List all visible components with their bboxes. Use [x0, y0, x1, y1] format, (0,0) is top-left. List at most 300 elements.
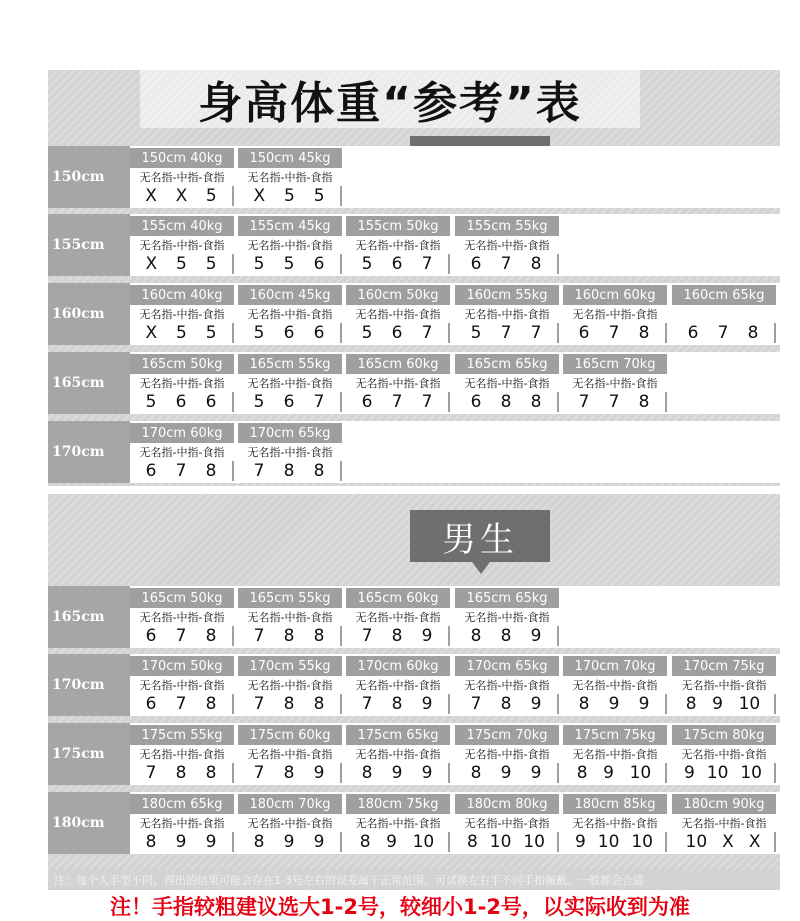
cell-finger-order: 无名指-中指-食指: [139, 817, 225, 830]
ring-size-value: 5: [361, 323, 373, 343]
cell-height-weight: 165cm 55kg: [238, 354, 342, 374]
cell-ring-sizes: [672, 763, 776, 783]
size-cell: [672, 656, 776, 714]
ring-size-value: 10: [523, 832, 545, 852]
cell-ring-sizes: [238, 254, 342, 274]
table-row: [48, 586, 780, 648]
cell-finger-order: 无名指-中指-食指: [247, 446, 333, 459]
ring-size-value: 10: [631, 832, 653, 852]
ring-size-value: 6: [283, 392, 295, 412]
cell-ring-sizes: [563, 323, 667, 343]
ring-size-value: X: [145, 323, 158, 343]
cell-ring-sizes: [130, 763, 234, 783]
ring-size-value: 6: [687, 323, 699, 343]
ring-size-value: 7: [175, 461, 187, 481]
cell-ring-sizes: [563, 763, 667, 783]
ring-size-value: 9: [421, 763, 433, 783]
size-cell: [563, 354, 667, 412]
cell-finger-order: 无名指-中指-食指: [464, 239, 550, 252]
size-cell: [130, 656, 234, 714]
disclaimer-note: 注：每个人手型不同，得出的结果可能会存在1-3号左右的误差属于正常范围，可试换左右手不同手指佩戴。一般都会合适: [48, 870, 780, 890]
cell-height-weight: 150cm 45kg: [238, 148, 342, 168]
cell-finger-order: 无名指-中指-食指: [464, 377, 550, 390]
cell-height-weight: 160cm 65kg: [672, 285, 776, 305]
ring-size-value: 8: [283, 694, 295, 714]
size-cell: [238, 588, 342, 646]
cell-finger-order: 无名指-中指-食指: [572, 679, 658, 692]
ring-size-value: 8: [205, 461, 217, 481]
ring-size-value: 5: [205, 323, 217, 343]
cell-ring-sizes: [130, 323, 234, 343]
ring-size-value: 9: [712, 694, 723, 714]
cell-ring-sizes: [455, 323, 559, 343]
ring-size-value: 8: [359, 832, 371, 852]
ring-size-value: 8: [638, 323, 650, 343]
ring-size-value: 7: [470, 694, 482, 714]
cell-finger-order: 无名指-中指-食指: [355, 377, 441, 390]
ring-size-value: 7: [421, 392, 433, 412]
cell-height-weight: 155cm 40kg: [130, 216, 234, 236]
table-row: [48, 214, 780, 276]
ring-size-value: 8: [145, 832, 157, 852]
cell-height-weight: 165cm 60kg: [346, 354, 450, 374]
row-height-label: 175cm: [48, 723, 130, 785]
cell-height-weight: 165cm 55kg: [238, 588, 342, 608]
ring-size-value: 6: [391, 254, 403, 274]
size-cell: [455, 354, 559, 412]
cell-ring-sizes: [563, 832, 667, 852]
cell-finger-order: 无名指-中指-食指: [247, 308, 333, 321]
table-row: [48, 283, 780, 345]
size-cell: [455, 656, 559, 714]
row-height-label: 150cm: [48, 146, 130, 208]
cell-finger-order: 无名指-中指-食指: [464, 817, 550, 830]
table-row: [48, 421, 780, 483]
ring-size-value: 7: [391, 392, 403, 412]
ring-size-value: 5: [253, 323, 265, 343]
row-height-label: 165cm: [48, 586, 130, 648]
cell-height-weight: 160cm 50kg: [346, 285, 450, 305]
ring-size-value: 10: [740, 763, 762, 783]
ring-size-value: 9: [391, 763, 403, 783]
ring-size-value: X: [722, 832, 734, 852]
cell-finger-order: 无名指-中指-食指: [681, 679, 767, 692]
ring-size-value: 8: [500, 694, 512, 714]
ring-size-value: 9: [530, 626, 542, 646]
cell-ring-sizes: [238, 186, 342, 206]
size-cell: [455, 285, 559, 343]
ring-size-value: 7: [608, 323, 620, 343]
ring-size-value: 6: [205, 392, 217, 412]
ring-size-value: 7: [361, 626, 373, 646]
ring-size-value: 7: [175, 694, 187, 714]
size-cell: [672, 794, 776, 852]
cell-height-weight: 155cm 55kg: [455, 216, 559, 236]
cell-finger-order: 无名指-中指-食指: [139, 446, 225, 459]
ring-size-value: 7: [421, 323, 433, 343]
size-cell: [346, 216, 450, 274]
cell-ring-sizes: [455, 694, 559, 714]
cell-height-weight: 170cm 60kg: [130, 423, 234, 443]
cell-ring-sizes: [455, 763, 559, 783]
ring-size-value: 9: [530, 763, 542, 783]
ring-size-value: 5: [283, 254, 295, 274]
cell-finger-order: 无名指-中指-食指: [247, 611, 333, 624]
cell-finger-order: 无名指-中指-食指: [572, 748, 658, 761]
cell-height-weight: 160cm 60kg: [563, 285, 667, 305]
size-cell: [455, 216, 559, 274]
ring-size-value: 7: [421, 254, 433, 274]
ring-size-value: 8: [470, 626, 482, 646]
cell-height-weight: 165cm 50kg: [130, 588, 234, 608]
ring-size-value: 8: [391, 694, 403, 714]
cell-finger-order: 无名指-中指-食指: [139, 748, 225, 761]
cell-ring-sizes: [238, 323, 342, 343]
cell-ring-sizes: [563, 694, 667, 714]
ring-size-value: 9: [313, 763, 325, 783]
cell-finger-order: 无名指-中指-食指: [247, 679, 333, 692]
section-label-male: 男生: [410, 510, 550, 562]
size-cell: [346, 794, 450, 852]
cell-ring-sizes: [130, 392, 234, 412]
cell-height-weight: 155cm 50kg: [346, 216, 450, 236]
cell-ring-sizes: [346, 323, 450, 343]
ring-size-value: 8: [747, 323, 759, 343]
size-cell: [238, 216, 342, 274]
cell-finger-order: 无名指-中指-食指: [247, 239, 333, 252]
size-cell: [238, 423, 342, 481]
cell-ring-sizes: [130, 254, 234, 274]
cell-ring-sizes: [130, 832, 234, 852]
cell-height-weight: 155cm 45kg: [238, 216, 342, 236]
ring-size-value: 5: [253, 254, 265, 274]
cell-ring-sizes: [346, 832, 450, 852]
cell-ring-sizes: [238, 392, 342, 412]
cell-finger-order: 无名指-中指-食指: [572, 308, 658, 321]
cell-finger-order: 无名指-中指-食指: [355, 817, 441, 830]
ring-size-value: 9: [421, 694, 433, 714]
cell-height-weight: 165cm 65kg: [455, 354, 559, 374]
cell-ring-sizes: [238, 832, 342, 852]
ring-size-value: 6: [283, 323, 295, 343]
size-cell: [672, 285, 776, 343]
cell-ring-sizes: [130, 186, 234, 206]
table-row: [48, 352, 780, 414]
cell-height-weight: 165cm 60kg: [346, 588, 450, 608]
ring-size-value: 6: [470, 392, 482, 412]
page-title: 身高体重“参考”表: [140, 70, 640, 128]
ring-size-value: 8: [466, 832, 478, 852]
cell-height-weight: 170cm 65kg: [455, 656, 559, 676]
ring-size-value: 9: [175, 832, 187, 852]
table-row: [48, 146, 780, 208]
cell-height-weight: 160cm 55kg: [455, 285, 559, 305]
ring-size-value: 7: [578, 392, 590, 412]
ring-size-value: 7: [608, 392, 620, 412]
ring-size-value: 6: [145, 461, 157, 481]
ring-size-value: 8: [500, 626, 512, 646]
row-height-label: 155cm: [48, 214, 130, 276]
cell-finger-order: 无名指-中指-食指: [139, 377, 225, 390]
size-cell: [563, 794, 667, 852]
ring-size-value: 5: [205, 186, 217, 206]
ring-size-value: 7: [500, 323, 512, 343]
ring-size-value: 9: [683, 763, 695, 783]
size-cell: [130, 216, 234, 274]
cell-height-weight: 150cm 40kg: [130, 148, 234, 168]
row-height-label: 170cm: [48, 421, 130, 483]
ring-size-value: 10: [706, 763, 729, 783]
cell-finger-order: 无名指-中指-食指: [464, 679, 550, 692]
size-cell: [130, 423, 234, 481]
size-cell: [563, 725, 667, 783]
cell-ring-sizes: [346, 694, 450, 714]
cell-ring-sizes: [238, 461, 342, 481]
ring-size-value: 7: [253, 626, 265, 646]
ring-size-value: 10: [738, 694, 761, 714]
ring-size-value: 5: [470, 323, 482, 343]
cell-ring-sizes: [455, 626, 559, 646]
ring-size-value: X: [145, 186, 157, 206]
ring-size-value: 5: [145, 392, 157, 412]
cell-finger-order: 无名指-中指-食指: [464, 611, 550, 624]
size-cell: [238, 725, 342, 783]
ring-size-value: 10: [489, 832, 512, 852]
cell-height-weight: 180cm 80kg: [455, 794, 559, 814]
cell-height-weight: 160cm 45kg: [238, 285, 342, 305]
cell-finger-order: 无名指-中指-食指: [572, 377, 658, 390]
ring-size-value: 8: [205, 694, 217, 714]
ring-size-value: 5: [175, 254, 187, 274]
ring-size-value: 8: [500, 392, 512, 412]
cell-ring-sizes: [672, 832, 776, 852]
cell-finger-order: 无名指-中指-食指: [247, 817, 333, 830]
size-cell: [563, 285, 667, 343]
warning-text: 注！手指较粗建议选大1-2号，较细小1-2号，以实际收到为准: [110, 895, 690, 919]
cell-ring-sizes: [346, 763, 450, 783]
row-height-label: 165cm: [48, 352, 130, 414]
ring-size-value: 9: [386, 832, 397, 852]
cell-ring-sizes: [238, 694, 342, 714]
size-cell: [238, 354, 342, 412]
ring-size-value: 10: [597, 832, 620, 852]
cell-finger-order: 无名指-中指-食指: [247, 748, 333, 761]
ring-size-value: 9: [313, 832, 325, 852]
cell-finger-order: 无名指-中指-食指: [355, 679, 441, 692]
ring-size-value: 7: [253, 461, 265, 481]
table-row: [48, 792, 780, 854]
row-height-label: 180cm: [48, 792, 130, 854]
cell-finger-order: 无名指-中指-食指: [681, 817, 767, 830]
ring-size-value: 8: [361, 763, 373, 783]
cell-finger-order: 无名指-中指-食指: [681, 748, 767, 761]
cell-height-weight: 170cm 55kg: [238, 656, 342, 676]
cell-height-weight: 180cm 90kg: [672, 794, 776, 814]
cell-ring-sizes: [455, 392, 559, 412]
cell-finger-order: 无名指-中指-食指: [355, 748, 441, 761]
ring-size-value: 8: [205, 626, 217, 646]
size-cell: [346, 285, 450, 343]
ring-size-value: X: [748, 832, 761, 852]
ring-size-value: 7: [717, 323, 729, 343]
ring-size-value: 10: [412, 832, 435, 852]
cell-finger-order: 无名指-中指-食指: [139, 171, 225, 184]
cell-ring-sizes: [346, 392, 450, 412]
ring-size-value: 8: [283, 461, 295, 481]
cell-height-weight: 175cm 65kg: [346, 725, 450, 745]
ring-size-value: 8: [205, 763, 217, 783]
size-cell: [130, 148, 234, 206]
ring-size-value: 9: [500, 763, 512, 783]
cell-finger-order: 无名指-中指-食指: [464, 308, 550, 321]
cell-ring-sizes: [672, 323, 776, 343]
cell-height-weight: 175cm 55kg: [130, 725, 234, 745]
ring-size-value: 7: [253, 694, 265, 714]
cell-finger-order: 无名指-中指-食指: [355, 611, 441, 624]
size-cell: [455, 725, 559, 783]
ring-size-value: 5: [313, 186, 325, 206]
ring-size-value: 6: [313, 323, 325, 343]
cell-finger-order: 无名指-中指-食指: [139, 308, 225, 321]
ring-size-value: 6: [313, 254, 325, 274]
cell-height-weight: 165cm 50kg: [130, 354, 234, 374]
size-cell: [672, 725, 776, 783]
ring-size-value: 7: [313, 392, 325, 412]
ring-size-value: 10: [685, 832, 708, 852]
ring-size-value: 8: [391, 626, 403, 646]
ring-size-value: 7: [361, 694, 373, 714]
cell-height-weight: 175cm 75kg: [563, 725, 667, 745]
ring-size-value: 9: [574, 832, 586, 852]
ring-size-value: 10: [629, 763, 652, 783]
cell-height-weight: 180cm 85kg: [563, 794, 667, 814]
ring-size-value: 9: [603, 763, 614, 783]
cell-height-weight: 175cm 60kg: [238, 725, 342, 745]
cell-finger-order: 无名指-中指-食指: [139, 239, 225, 252]
cell-ring-sizes: [130, 626, 234, 646]
ring-size-value: 8: [578, 694, 590, 714]
ring-size-value: 9: [283, 832, 295, 852]
cell-height-weight: 175cm 80kg: [672, 725, 776, 745]
ring-size-value: 8: [685, 694, 697, 714]
ring-size-value: 8: [313, 461, 325, 481]
size-cell: [238, 148, 342, 206]
size-cell: [238, 285, 342, 343]
size-cell: [130, 588, 234, 646]
cell-finger-order: 无名指-中指-食指: [139, 611, 225, 624]
cell-height-weight: 180cm 75kg: [346, 794, 450, 814]
ring-size-value: 6: [175, 392, 187, 412]
size-cell: [346, 354, 450, 412]
ring-size-value: 9: [421, 626, 433, 646]
cell-ring-sizes: [130, 694, 234, 714]
size-cell: [130, 354, 234, 412]
cell-ring-sizes: [238, 626, 342, 646]
ring-size-value: X: [145, 254, 158, 274]
cell-height-weight: 170cm 50kg: [130, 656, 234, 676]
cell-ring-sizes: [455, 832, 559, 852]
cell-finger-order: 无名指-中指-食指: [355, 239, 441, 252]
cell-finger-order: 无名指-中指-食指: [572, 817, 658, 830]
ring-size-value: 7: [175, 626, 187, 646]
ring-size-value: 9: [638, 694, 650, 714]
size-cell: [130, 285, 234, 343]
ring-size-value: 6: [145, 694, 157, 714]
cell-ring-sizes: [346, 626, 450, 646]
ring-size-value: 5: [205, 254, 217, 274]
cell-height-weight: 170cm 70kg: [563, 656, 667, 676]
size-cell: [130, 794, 234, 852]
ring-size-value: 5: [361, 254, 373, 274]
cell-ring-sizes: [238, 763, 342, 783]
ring-size-value: 6: [470, 254, 482, 274]
ring-size-value: 5: [253, 392, 265, 412]
ring-size-value: 7: [530, 323, 542, 343]
ring-size-value: 5: [175, 323, 187, 343]
size-cell: [346, 588, 450, 646]
size-cell: [130, 725, 234, 783]
cell-ring-sizes: [130, 461, 234, 481]
ring-size-value: 6: [391, 323, 403, 343]
table-row: [48, 654, 780, 716]
cell-height-weight: 170cm 75kg: [672, 656, 776, 676]
size-cell: [455, 794, 559, 852]
ring-size-value: 8: [470, 763, 482, 783]
table-row: [48, 723, 780, 785]
ring-size-value: 8: [283, 626, 295, 646]
cell-height-weight: 170cm 60kg: [346, 656, 450, 676]
ring-size-value: 9: [608, 694, 620, 714]
ring-size-value: 8: [638, 392, 650, 412]
ring-size-value: 8: [175, 763, 187, 783]
row-height-label: 160cm: [48, 283, 130, 345]
ring-size-value: 7: [253, 763, 265, 783]
ring-size-value: 8: [253, 832, 265, 852]
cell-finger-order: 无名指-中指-食指: [139, 679, 225, 692]
ring-size-value: 9: [205, 832, 217, 852]
ring-size-value: 6: [578, 323, 590, 343]
cell-ring-sizes: [672, 694, 776, 714]
ring-size-value: 8: [313, 626, 325, 646]
ring-size-value: 8: [313, 694, 325, 714]
size-cell: [563, 656, 667, 714]
cell-height-weight: 165cm 65kg: [455, 588, 559, 608]
cell-ring-sizes: [563, 392, 667, 412]
size-cell: [238, 656, 342, 714]
size-cell: [346, 656, 450, 714]
cell-finger-order: 无名指-中指-食指: [247, 171, 333, 184]
ring-size-value: X: [253, 186, 266, 206]
cell-ring-sizes: [455, 254, 559, 274]
size-cell: [455, 588, 559, 646]
size-cell: [346, 725, 450, 783]
cell-ring-sizes: [346, 254, 450, 274]
ring-size-value: 8: [530, 392, 542, 412]
cell-height-weight: 175cm 70kg: [455, 725, 559, 745]
cell-finger-order: 无名指-中指-食指: [464, 748, 550, 761]
ring-size-value: 5: [283, 186, 295, 206]
cell-height-weight: 165cm 70kg: [563, 354, 667, 374]
ring-size-value: 6: [361, 392, 373, 412]
size-cell: [238, 794, 342, 852]
ring-size-value: 9: [530, 694, 542, 714]
cell-finger-order: [672, 305, 776, 323]
ring-size-value: 7: [500, 254, 512, 274]
row-height-label: 170cm: [48, 654, 130, 716]
ring-size-value: 8: [530, 254, 542, 274]
cell-finger-order: 无名指-中指-食指: [355, 308, 441, 321]
ring-size-value: 8: [283, 763, 295, 783]
